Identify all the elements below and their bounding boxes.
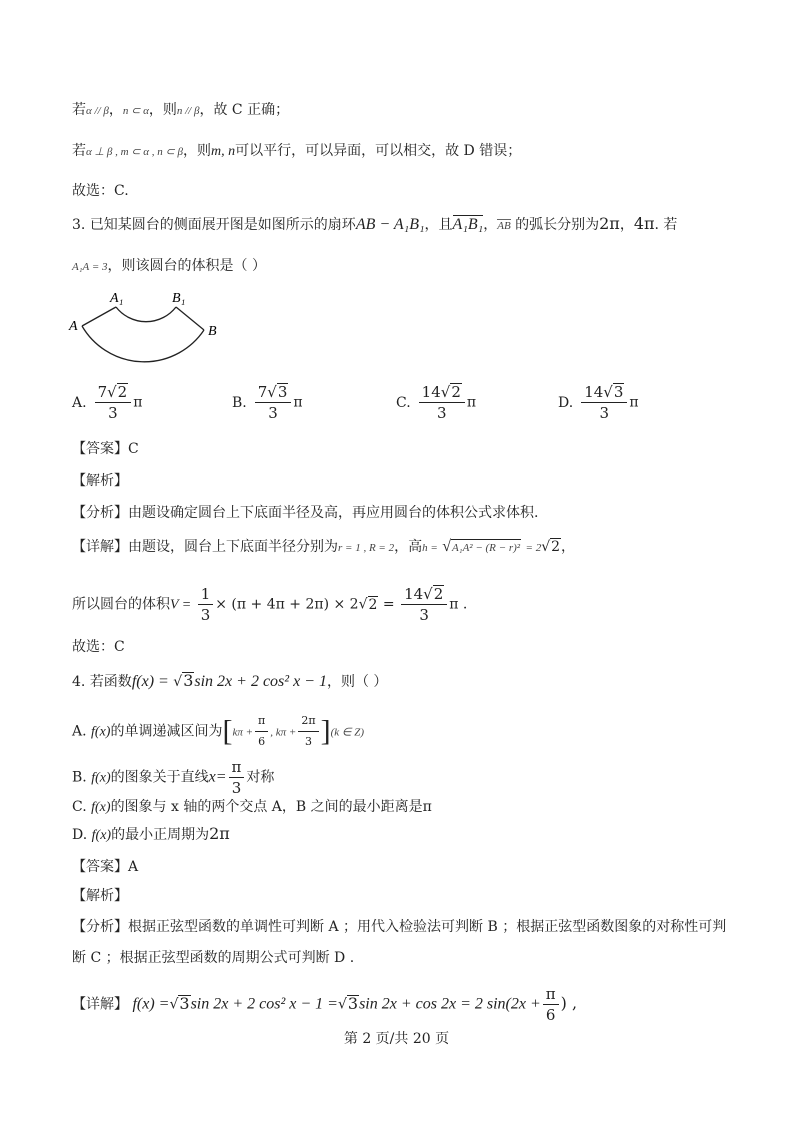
label-b: B (208, 324, 217, 339)
answer-4: 【答案】A (72, 859, 139, 875)
option-4-c: C. f(x)的图象与 x 轴的两个交点 A，B 之间的最小距离是π (72, 799, 432, 815)
volume-line: 所以圆台的体积V = $\frac{1}{3}$ × (π + 4π + 2π) × 2√2 = $\frac{14√2}{3}$ π . (72, 585, 468, 624)
option-4-a: A. f(x)的单调递减区间为[kπ + $\frac{\pi}{6}$ , kπ + $\frac{2\pi}{3}$ ](k ∈ Z) (72, 714, 364, 748)
label-b1: B₁ (172, 291, 186, 306)
left-edge (82, 307, 116, 326)
line-parallel-c: 若α // β，n ⊂ α，则n // β，故 C 正确； (72, 102, 290, 118)
analysis-4-cont: 断 C ；根据正弦型函数的周期公式可判断 D . (72, 950, 355, 966)
question-4: 4. 若函数f(x) = √3sin 2x + 2 cos² x − 1，则（ ） (72, 671, 388, 690)
arc-ab: AB (497, 220, 511, 232)
label-a1: A₁ (110, 291, 124, 306)
inner-arc (116, 307, 176, 322)
option-3-b: B. $\frac{7√3}{3}$ π (232, 383, 303, 422)
question-3-cont: A₁A = 3，则该圆台的体积是（ ） (72, 258, 266, 274)
option-3-d: D. $\frac{14√3}{3}$ π (558, 383, 639, 422)
detail-3: 【详解】由题设，圆台上下底面半径分别为r = 1 , R = 2，高h = √A₁A² − (R − r)² = 2√2， (72, 538, 576, 555)
answer-select-c: 故选：C. (72, 183, 129, 199)
analysis-3: 【分析】由题设确定圆台上下底面半径及高，再应用圆台的体积公式求体积. (72, 505, 539, 521)
page-footer: 第 2 页/共 20 页 (343, 1031, 450, 1047)
option-4-b: B. f(x)的图象关于直线x= $\frac{\pi}{3}$ 对称 (72, 758, 275, 797)
answer-3: 【答案】C (72, 441, 139, 457)
analysis-heading-3: 【解析】 (72, 473, 128, 489)
question-3: 3. 已知某圆台的侧面展开图是如图所示的扇环AB − A₁B₁，且A₁B₁，AB 的弧长分别为2π，4π. 若 (72, 214, 678, 233)
arc-a1b1: A₁B₁ (452, 216, 484, 233)
analysis-heading-4: 【解析】 (72, 888, 128, 904)
detail-4: 【详解】 f(x) =√3sin 2x + 2 cos² x − 1 =√3sin 2x + cos 2x = 2 sin(2x + $\frac{\pi}{6}$ ) , (72, 985, 578, 1024)
option-3-a: A. $\frac{7√2}{3}$ π (72, 383, 143, 422)
analysis-4: 【分析】根据正弦型函数的单调性可判断 A ；用代入检验法可判断 B ；根据正弦型函数图象的对称性可判 (72, 919, 727, 935)
answer-select-c-2: 故选：C (72, 639, 125, 655)
option-3-c: C. $\frac{14√2}{3}$ π (396, 383, 477, 422)
right-edge (176, 307, 204, 330)
label-a: A (69, 319, 78, 334)
sector-ring-figure (66, 290, 226, 370)
line-perpendicular-d: 若α ⊥ β , m ⊂ α , n ⊂ β，则m, n可以平行，可以异面，可以相交，故 D 错误； (72, 143, 522, 159)
outer-arc (82, 326, 204, 362)
option-4-d: D. f(x)的最小正周期为2π (72, 824, 230, 843)
